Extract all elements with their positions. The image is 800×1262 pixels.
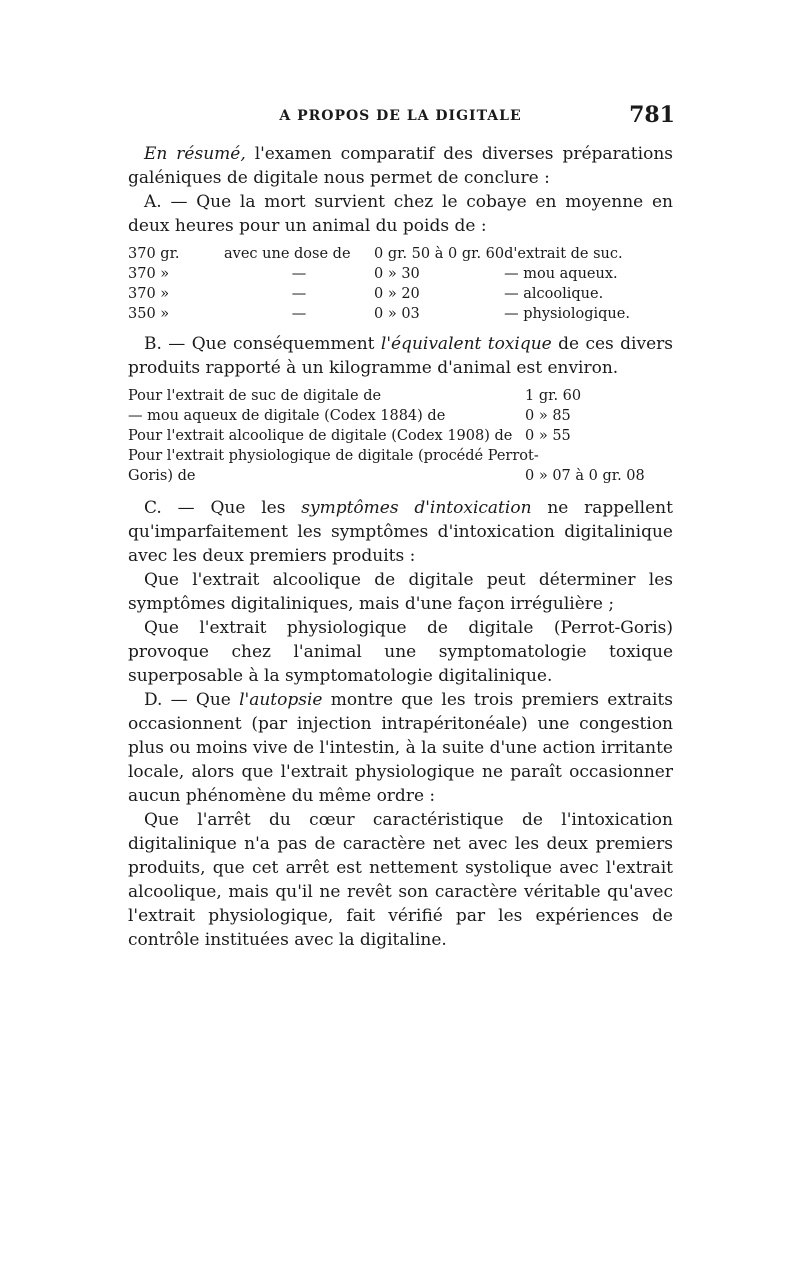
section-c-text-before: Que les [194,498,302,518]
section-c-label: C. — [144,498,195,518]
dose-extract: — mou aqueux. [504,266,618,282]
section-a-text: Que la mort survient chez le cobaye en moyenne en deux heures pour un animal du poids de : [128,192,673,236]
intro-paragraph [128,142,673,190]
running-head: A PROPOS DE LA DIGITALE [279,108,522,124]
section-c-emphasis: symptômes d'intoxication [301,498,532,518]
section-b-text-before: Que conséquemment [185,334,381,354]
section-c-text-after: ne rappellent qu'imparfaitement les symptômes d'intoxication digitalinique avec les deux premiers produits : [128,498,673,566]
table-row [128,304,673,324]
dose-amount: 0 » 20 [374,286,420,302]
table-row [128,284,673,304]
dose-extract: d'extrait de suc. [504,246,623,262]
list-item [128,446,673,486]
dose-intro: — [291,266,307,282]
intro-text: l'examen comparatif des diverses préparations galéniques de digitale nous permet de conclure : [128,144,673,188]
section-b-label: B. — [144,334,186,354]
dose-intro: — [291,306,307,322]
dose-weight: 370 » [128,286,170,302]
table-row [128,244,673,264]
equivalent-value: 0 » 07 à 0 gr. 08 [525,468,645,484]
dose-intro: — [291,286,307,302]
dose-weight: 370 gr. [128,246,180,262]
section-a-paragraph [128,190,673,238]
dose-weight: 370 » [128,266,170,282]
section-b-text-after: de ces divers produits rapporté à un kilogramme d'animal est environ. [128,334,673,378]
equivalent-text: Pour l'extrait physiologique de digitale (procédé Perrot-Goris) de [128,448,539,484]
equivalent-value: 0 » 55 [525,428,571,444]
section-d-emphasis: l'autopsie [239,690,323,710]
list-item [128,406,673,426]
dose-amount: 0 gr. 50 à 0 gr. 60 [374,246,505,262]
section-a-label: A. — [144,192,188,212]
alcoolique-paragraph: Que l'extrait alcoolique de digitale peut déterminer les symptômes digitaliniques, mais d'une façon irrégulière ; [128,570,673,614]
equivalent-text: — mou aqueux de digitale (Codex 1884) de [128,408,446,424]
equivalent-text: Pour l'extrait alcoolique de digitale (Codex 1908) de [128,428,513,444]
dose-weight: 350 » [128,306,170,322]
physiologique-paragraph: Que l'extrait physiologique de digitale (Perrot-Goris) provoque chez l'animal une symptomatologie toxique superposable à la symptomatologie digitalinique. [128,618,673,686]
section-d-label: D. — [144,690,188,710]
document-page [128,102,675,952]
dose-extract: — physiologique. [504,306,630,322]
equivalents-list [128,386,673,486]
dose-extract: — alcoolique. [504,286,604,302]
list-item [128,386,673,406]
section-b-paragraph [128,332,673,380]
table-row [128,264,673,284]
page-header [128,102,675,142]
page-number: 781 [629,102,675,128]
section-d-text-after: montre que les trois premiers extraits occasionnent (par injection intrapéritonéale) une congestion plus ou moins vive de l'intestin, à la suite d'une action irritante locale, alors que l'extrait physiologique ne paraît occasionner aucun phénomène du même ordre : [128,690,673,806]
section-c-paragraph [128,496,673,568]
section-d-paragraph [128,688,673,808]
section-b-emphasis: l'équivalent toxique [380,334,552,354]
list-item [128,426,673,446]
equivalent-text: Pour l'extrait de suc de digitale de [128,388,382,404]
final-paragraph: Que l'arrêt du cœur caractéristique de l'intoxication digitalinique n'a pas de caractère net avec les deux premiers produits, que cet arrêt est nettement systolique avec l'extrait alcoolique, mais qu'il ne revêt son caractère véritable qu'avec l'extrait physiologique, fait vérifié par les expériences de contrôle instituées avec la digitaline. [128,810,673,950]
equivalent-value: 0 » 85 [525,408,571,424]
section-d-text-before: Que [187,690,240,710]
dose-amount: 0 » 30 [374,266,420,282]
dose-table [128,244,673,324]
dose-intro: avec une dose de [224,246,351,262]
equivalent-value: 1 gr. 60 [525,388,582,404]
intro-lead: En résumé, [144,144,246,164]
dose-amount: 0 » 03 [374,306,420,322]
